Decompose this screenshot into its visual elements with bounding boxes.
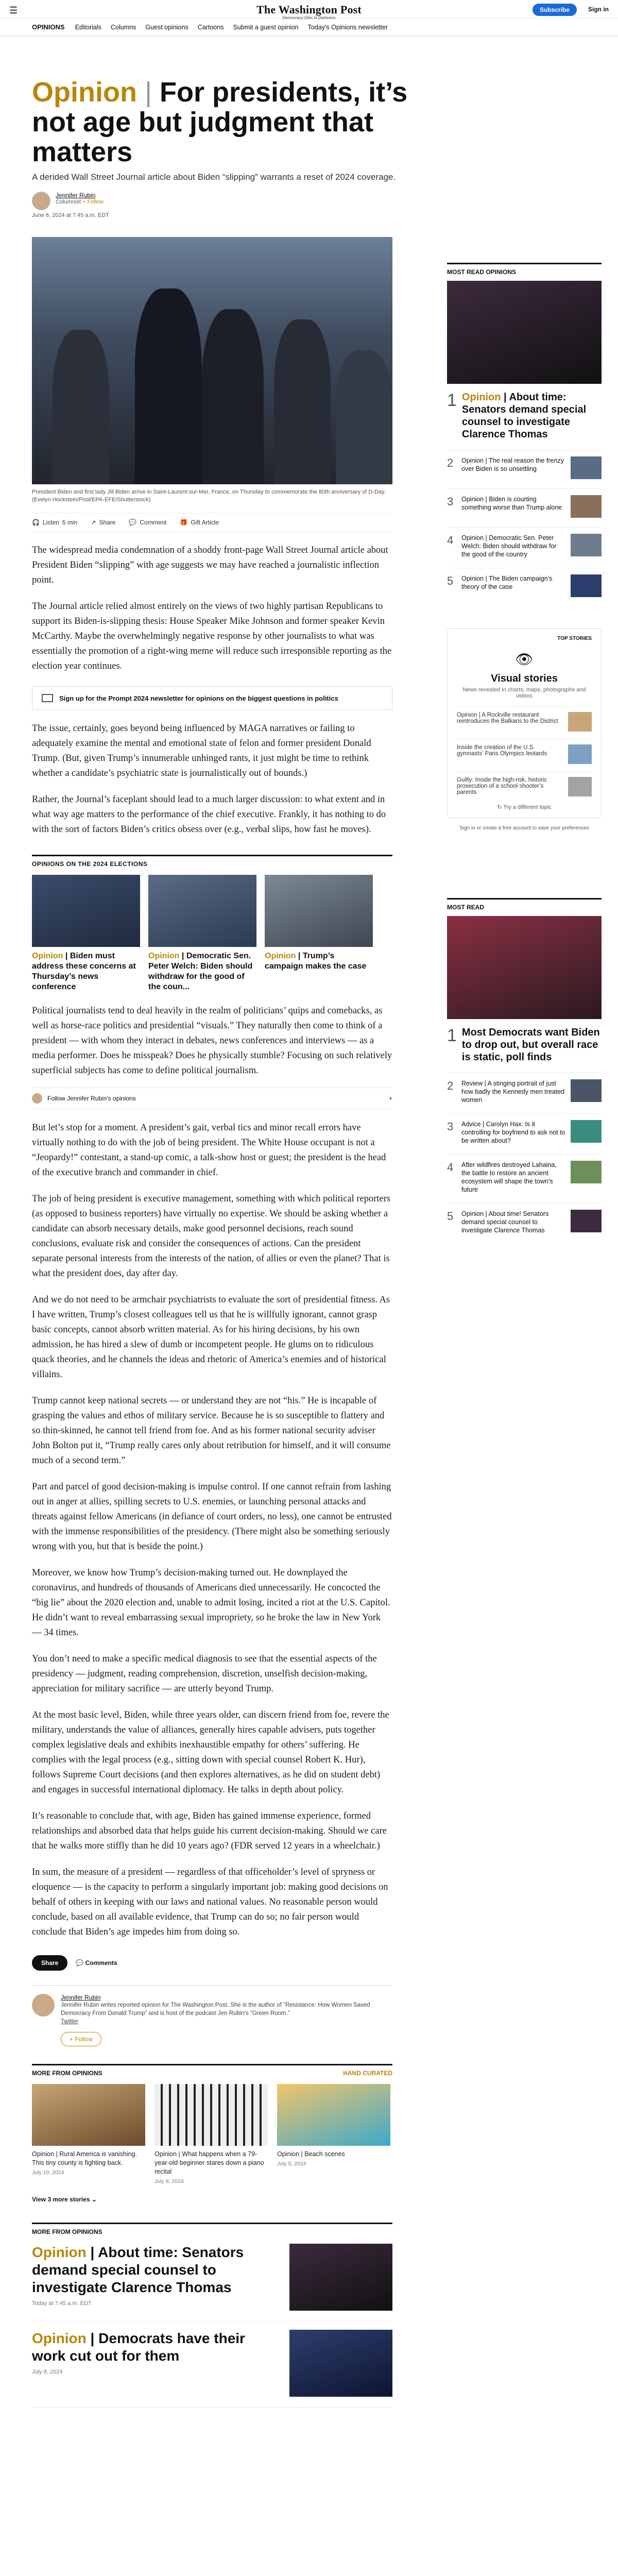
item-kicker: Opinion [32, 2244, 87, 2260]
plus-icon: + [388, 1095, 392, 1102]
most-read-section [447, 898, 602, 1234]
paragraph: Rather, the Journal’s faceplant should lead to a much larger discussion: to what extent and in what way age matters to the performance of the chief executive. Frankly, it has nothing to do with the sort of factors Biden’s critics obsess over (e.g., verbal slips, how fast he moves). [32, 794, 386, 835]
card-kicker: Opinion [32, 952, 63, 960]
top-stories-title: Visual stories [491, 673, 558, 684]
comment-label: Comment [140, 519, 167, 526]
rank-number: 3 [447, 495, 454, 508]
card-date: July 9, 2024 [154, 2178, 184, 2184]
most-read-title: Opinion | About time! Senators demand special counsel to investigate Clarence Thomas [461, 1210, 549, 1234]
nav-item[interactable]: Guest opinions [145, 23, 188, 31]
most-read-item[interactable] [447, 1203, 602, 1234]
nav-item[interactable]: Submit a guest opinion [233, 23, 299, 31]
paragraph: The job of being president is executive management, something with which political reporters (as opposed to business reporters) have virtually no expertise. We should be asking whether a candidate can absorb necessary details, make good personnel decisions, reach sound conclusions, evaluate risk and consider the consequences of actions. Can the president separate personal interests from the interests of the nation, of allies or even the planet? That is what the president does, day after day. [32, 1194, 391, 1279]
paragraph: You don’t need to make a specific medical diagnosis to see that the essential aspects of the presidency — judgment, reading comprehension, discretion, unselfish decision-making, appreciation for military sacrifice — are utterly beyond Trump. [32, 1654, 377, 1694]
card-kicker: Opinion [148, 952, 180, 960]
paragraph: In sum, the measure of a president — regardless of that officeholder’s level of spryness or eloquence — is the capacity to perform a singularly important job: making good decisions on behalf of others in keeping with our laws and national values. No reasonable person would conclude, based on all available evidence, that Trump can do so; no fair person would conclude that Biden’s age impedes him from doing so. [32, 1867, 388, 1937]
top-stories-subtitle: News revealed in charts, maps, photographs and videos [462, 687, 586, 699]
comment-icon: 💬 [129, 519, 137, 526]
listen-time: 5 min [62, 519, 78, 526]
rank-number: 5 [447, 574, 454, 587]
article-header [32, 77, 423, 218]
card-title: Opinion | Trump’s campaign makes the case [265, 952, 367, 971]
author-role [56, 199, 104, 205]
item-thumbnail [571, 1161, 602, 1183]
rank-number: 1 [447, 391, 457, 410]
follow-author-bar[interactable] [32, 1088, 392, 1109]
card-title: Opinion | Rural America is vanishing. This tiny county is fighting back. [32, 2150, 138, 2166]
author-link[interactable]: Jennifer Rubin [56, 192, 96, 199]
subscribe-button[interactable]: Subscribe [533, 4, 577, 16]
item-thumbnail [571, 534, 602, 556]
rank-number: 1 [447, 1026, 457, 1045]
top-story-item[interactable] [457, 771, 592, 796]
item-thumbnail [568, 712, 592, 732]
byline [32, 192, 423, 210]
more-opinion-card[interactable] [154, 2084, 268, 2184]
more-opinions-header [32, 2064, 392, 2077]
card-thumbnail [154, 2084, 268, 2146]
paragraph: Moreover, we know how Trump’s decision-making turned out. He downplayed the coronavirus, and hundreds of thousands of Americans died unnecessarily. He concocted the “big lie” about the 2020 election and, unable to admit losing, incited a riot at the U.S. Capitol. He didn’t want to reveal embarrassing sexual impropriety, so he broke the law in New York — 34 times. [32, 1568, 390, 1638]
twitter-link[interactable]: Twitter [61, 2019, 78, 2025]
card-thumbnail [265, 875, 373, 947]
election-carousel [32, 875, 392, 992]
envelope-icon [42, 694, 53, 702]
view-more-label: View 3 more stories [32, 2196, 90, 2203]
most-read-item[interactable] [447, 450, 602, 479]
author-box [32, 1985, 392, 2046]
most-read-title: Opinion | The Biden campaign’s theory of the case [461, 575, 553, 590]
rank-number: 4 [447, 534, 454, 547]
more-from-item[interactable] [32, 2330, 392, 2408]
most-read-kicker: Opinion [461, 392, 501, 403]
top-stories-widget [447, 628, 602, 818]
paragraph: And we do not need to be armchair psychiatrists to evaluate the sort of presidential fitness. As I have written, Trump’s closest colleagues tell us that he is willfully ignorant, cannot grasp basic concepts, cannot absorb written material. As for his hiring decisions, by his own admission, he has hired a slew of dumb or incompetent people. He glums on to ridiculous quack theories, and he channels the ideas and rhetoric of America’s enemies and of historical villains. [32, 1295, 390, 1380]
headphones-icon: 🎧 [32, 519, 40, 526]
more-from-opinions-label: MORE FROM OPINIONS [32, 2223, 392, 2235]
most-read-top[interactable] [447, 1026, 602, 1063]
paragraph: Political journalists tend to deal heavily in the realm of politicians’ quips and comebacks, as well as horse-race politics and presidential “visuals.” They naturally then come to think of a president — with whom they interact in debates, news conferences and interviews — as a media performer. Does he misspeak? Does he physically stumble? Focusing on such relatively superficial subjects has come to define political journalism. [32, 1006, 392, 1076]
nav-item[interactable]: Editorials [75, 23, 101, 31]
sign-in-link[interactable]: Sign in [588, 6, 609, 13]
kicker: Opinion [32, 77, 137, 108]
most-read-image[interactable] [447, 916, 602, 1019]
try-label: Try a different topic [503, 804, 552, 810]
most-read-top[interactable] [447, 391, 602, 440]
share-label: Share [99, 519, 116, 526]
nav-brand[interactable]: OPINIONS [32, 23, 65, 31]
listen-label: Listen [42, 519, 59, 526]
top-story-item[interactable] [457, 706, 592, 732]
card-title: Opinion | Beach scenes [277, 2150, 345, 2158]
author-bio: Jennifer Rubin writes reported opinion for The Washington Post. She is the author of “Resistance: How Women Saved Democracy From Donald Trump” and is host of the podcast Jen Rubin’s “Green Room.” [61, 2002, 370, 2016]
comment-button[interactable] [129, 519, 166, 526]
most-read-title: After wildfires destroyed Lahaina, the battle to restore an ancient ecosystem will shape the town’s future [461, 1161, 557, 1193]
item-title-text: About time: Senators demand special counsel to investigate Clarence Thomas [32, 2244, 244, 2295]
section-nav [0, 19, 618, 36]
item-thumbnail [571, 574, 602, 597]
more-from-item[interactable] [32, 2244, 392, 2321]
paragraph: Trump cannot keep national secrets — or understand they are not “his.” He is incapable of grasping the values and ethos of military service. Because he is so susceptible to flattery and so thin-skinned, he cannot tell friend from foe. And as his former national security adviser John Bolton put it, “Trump really cares only about retribution for himself, and it will consume much of a second term.” [32, 1396, 391, 1466]
gift-label: Gift Article [191, 519, 219, 526]
top-story-title: Inside the creation of the U.S. gymnasts’ Paris Olympics leotards [457, 744, 547, 757]
gift-icon: 🎁 [180, 519, 188, 526]
card-thumbnail [148, 875, 256, 947]
role-label: Columnist [56, 199, 81, 205]
most-read-title: Opinion | Democratic Sen. Peter Welch: Biden should withdraw for the good of the country [461, 534, 557, 558]
rank-number: 2 [447, 456, 454, 469]
most-read-item[interactable] [447, 1073, 602, 1104]
card-title: Opinion | What happens when a 79-year-old beginner stares down a piano recital [154, 2150, 264, 2175]
item-date: July 8, 2024 [32, 2369, 63, 2375]
card-thumbnail [32, 2084, 145, 2146]
item-kicker: Opinion [32, 2330, 87, 2346]
item-title-text: Democrats have their work cut out for them [32, 2330, 245, 2364]
card-title: Opinion | Democratic Sen. Peter Welch: Biden should withdraw for the good of the coun... [148, 952, 253, 991]
rank-number: 3 [447, 1120, 454, 1133]
most-read-opinions-label: MOST READ OPINIONS [447, 263, 602, 276]
card-title-text: Democratic Sen. Peter Welch: Biden should withdraw for the good of the coun... [148, 952, 253, 991]
item-thumbnail [571, 495, 602, 518]
comment-icon: 💬 [76, 1959, 85, 1967]
kicker-divider: | [144, 77, 160, 108]
logo[interactable]: The Washington Post [256, 3, 362, 16]
item-title: Opinion | Democrats have their work cut out for them [32, 2330, 245, 2364]
article-body [32, 237, 392, 2408]
avatar [32, 1093, 42, 1104]
comments-label: Comments [85, 1959, 117, 1967]
lead-photo [32, 237, 392, 484]
share-button[interactable]: Share [32, 1955, 67, 1971]
author-link[interactable]: Jennifer Rubin [61, 1994, 101, 2001]
most-read-title: Opinion | About time: Senators demand special counsel to investigate Clarence Thomas [461, 392, 587, 440]
deck: A derided Wall Street Journal article about Biden “slipping” warrants a reset of 2024 coverage. [32, 172, 396, 182]
most-read-title: Most Democrats want Biden to drop out, but overall race is static, poll finds [461, 1027, 600, 1063]
share-button[interactable] [91, 519, 115, 526]
item-thumbnail [571, 456, 602, 479]
view-more-link[interactable] [32, 2196, 392, 2203]
eye-icon: 👁 [515, 651, 534, 667]
signup-text: Sign up for the Prompt 2024 newsletter for opinions on the biggest questions in politics [59, 694, 338, 702]
sign-in-note[interactable]: Sign in or create a free account to save your preferences [459, 825, 589, 831]
top-story-title: Guilty: Inside the high-risk, historic prosecution of a school shooter’s parents [457, 777, 547, 795]
card-date: July 5, 2024 [277, 2161, 306, 2167]
more-opinion-card[interactable] [32, 2084, 145, 2184]
item-thumbnail [571, 1120, 602, 1143]
most-read-item[interactable] [447, 488, 602, 518]
paragraph: The widespread media condemnation of a shoddy front-page Wall Street Journal article about President Biden “slipping” with age suggests we may have reached a journalistic inflection point. [32, 545, 388, 585]
card-kicker: Opinion [265, 952, 296, 960]
card-title-text: Trump’s campaign makes the case [265, 952, 367, 971]
card-thumbnail [32, 875, 140, 947]
item-thumbnail [289, 2330, 392, 2397]
refresh-icon: ↻ [497, 804, 504, 810]
card-title: Opinion | Biden must address these concerns at Thursday’s news conference [32, 952, 136, 991]
paragraph: Part and parcel of good decision-making is impulse control. If one cannot refrain from lashing out in anger at allies, spilling secrets to U.S. enemies, or launching personal attacks and threats against fellow Americans (in defiance of court orders, no less), one cannot be entrusted with the immense responsibilities of the presidency. (There might also be something seriously wrong with you, but that is beside the point.) [32, 1482, 392, 1552]
item-thumbnail [571, 1210, 602, 1232]
listen-button[interactable] [32, 519, 77, 526]
most-read-title: Review | A stinging portrait of just how badly the Kennedy men treated women [461, 1080, 565, 1104]
most-read-title-text: About time: Senators demand special counsel to investigate Clarence Thomas [461, 392, 587, 440]
carousel-card[interactable] [265, 875, 373, 992]
photo-caption: President Biden and first lady Jill Biden arrive in Saint-Laurent-sur-Mer, France, on Thursday to commemorate the 80th anniversary of D-Day. (Evelyn Hockstein/Pool/EPA-EFE/Shutterstock) [32, 489, 386, 503]
hand-curated-label: HAND CURATED [343, 2070, 392, 2077]
follow-line-text: Follow Jennifer Rubin's opinions [47, 1095, 136, 1102]
headline-text: For presidents, it’s not age but judgment that matters [32, 77, 408, 167]
election-section-label: OPINIONS ON THE 2024 ELECTIONS [32, 855, 392, 868]
try-different-topic-link[interactable] [457, 804, 592, 810]
paragraph: The Journal article relied almost entirely on the views of two highly partisan Republicans to support its Biden-is-slipping thesis: House Speaker Mike Johnson and former speaker Kevin McCarthy. Maybe the overwhelmingly negative response by other journalists to what was essentially the promotion of a right-wing meme will reduce such irresponsible reporting as the election year continues. [32, 601, 392, 671]
more-opinion-card[interactable] [277, 2084, 390, 2184]
item-thumbnail [571, 1079, 602, 1102]
most-read-item[interactable] [447, 568, 602, 597]
item-title: Opinion | About time: Senators demand special counsel to investigate Clarence Thomas [32, 2244, 244, 2295]
top-bar [0, 0, 618, 19]
avatar[interactable] [32, 192, 50, 210]
most-read-title: Opinion | The real reason the frenzy over Biden is so unsettling [461, 457, 564, 472]
right-rail [447, 263, 602, 1234]
newsletter-signup[interactable] [32, 686, 392, 710]
nav-item[interactable]: Columns [111, 23, 136, 31]
menu-icon[interactable]: ☰ [9, 5, 18, 15]
most-read-item[interactable] [447, 527, 602, 558]
carousel-card[interactable] [148, 875, 256, 992]
share-icon: ↗ [91, 519, 96, 526]
share-tools [32, 513, 392, 532]
nav-item[interactable]: Cartoons [197, 23, 224, 31]
article-actions [32, 1955, 392, 1971]
paragraph: The issue, certainly, goes beyond being influenced by MAGA narratives or failing to adequately examine the mental and emotional state of felon and former president Donald Trump. (But, given Trump’s innumerable unhinged rants, it just might be time to rethink whether a candidate’s psychiatric state is journalistically out of bounds.) [32, 723, 371, 778]
most-read-title: Advice | Carolyn Hax: Is it controlling for boyfriend to ask not to be written about? [461, 1121, 565, 1144]
card-date: July 10, 2024 [32, 2170, 64, 2176]
item-date: Today at 7:45 a.m. EDT [32, 2300, 92, 2307]
comments-button[interactable] [76, 1959, 117, 1967]
follow-button[interactable]: + Follow [61, 2032, 101, 2046]
gift-button[interactable] [180, 519, 219, 526]
top-story-title: Opinion | A Rockville restaurant reintroduces the Balkans to the District [457, 712, 558, 724]
item-thumbnail [568, 744, 592, 764]
paragraph: But let’s stop for a moment. A president’s gait, verbal tics and minor recall errors have virtually nothing to do with the job of being president. The White House occupant is not a “Jeopardy!” contestant, a stand-up comic, a talk-show host or guest; the president is the head of the executive branch and commander in chief. [32, 1123, 386, 1178]
more-opinions-grid [32, 2084, 392, 2184]
card-thumbnail [277, 2084, 390, 2146]
paragraph: At the most basic level, Biden, while three years older, can discern friend from foe, revere the military, understands the value of alliances, generally hires capable advisers, puts together complex legislative deals and exhibits inexhaustible empathy for others’ suffering. He complies with the legal process (e.g., sitting down with special counsel Robert K. Hur), follows Supreme Court decisions (and then explores alternatives, as he did on student debt) and engages in successful international diplomacy. He talks in depth about policy. [32, 1710, 389, 1795]
nav-item[interactable]: Today's Opinions newsletter [307, 23, 388, 31]
rank-number: 5 [447, 1210, 454, 1223]
dateline: June 6, 2024 at 7:45 a.m. EDT [32, 212, 109, 218]
most-read-label: MOST READ [447, 898, 602, 911]
card-title-text: Biden must address these concerns at Thursday’s news conference [32, 952, 136, 991]
item-thumbnail [568, 777, 592, 796]
most-read-image[interactable] [447, 281, 602, 384]
most-read-title: Opinion | Biden is courting something worse than Trump alone [461, 496, 562, 511]
rank-number: 4 [447, 1161, 454, 1174]
follow-link[interactable]: + Follow [82, 199, 104, 205]
masthead[interactable] [0, 3, 618, 20]
more-opinions-label: MORE FROM OPINIONS [32, 2070, 102, 2077]
paragraph: It’s reasonable to conclude that, with age, Biden has gained immense experience, formed relationships and absorbed data that helps guide his current decision-making. Should we care that he walks more stiffly than he did 10 years ago? (FDR served 12 years in a wheelchair.) [32, 1811, 387, 1851]
carousel-card[interactable] [32, 875, 140, 992]
top-story-item[interactable] [457, 739, 592, 764]
headline [32, 77, 423, 167]
chevron-down-icon: ⌄ [91, 2196, 97, 2203]
tagline: Democracy Dies in Darkness [282, 15, 336, 20]
most-read-item[interactable] [447, 1113, 602, 1145]
most-read-item[interactable] [447, 1154, 602, 1194]
avatar[interactable] [32, 1994, 55, 2016]
rank-number: 2 [447, 1079, 454, 1092]
item-thumbnail [289, 2244, 392, 2311]
top-stories-tag: TOP STORIES [557, 636, 592, 641]
